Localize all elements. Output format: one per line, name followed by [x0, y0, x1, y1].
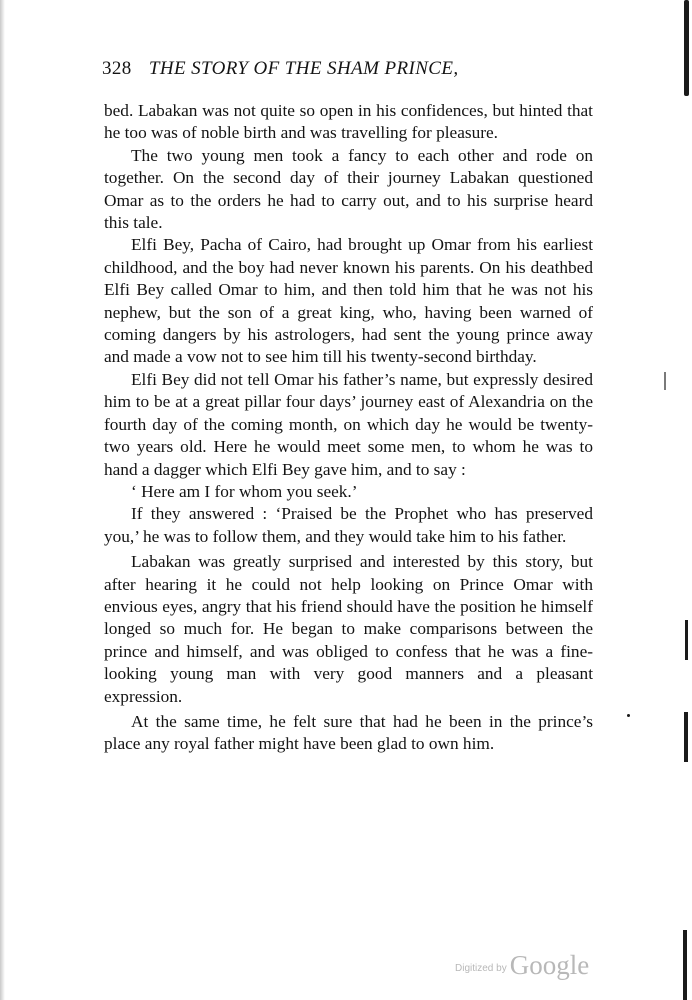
body-text — [104, 100, 593, 756]
stray-dot — [627, 714, 630, 717]
running-title: THE STORY OF THE SHAM PRINCE, — [148, 58, 459, 79]
quoted-line: ‘ Here am I for whom you seek.’ — [131, 481, 358, 501]
binding-mark-lower — [684, 712, 688, 762]
paragraph: The two young men took a fancy to each other and rode on together. On the second day of their journey Labakan questioned Omar as to the orders he had to carry out, and to his surprise heard this tale. — [104, 145, 593, 233]
paragraph: Elfi Bey did not tell Omar his father’s name, but expressly desired him to be at a great pillar four days’ journey east of Alexandria on the fourth day of the coming month, on which day he would be twenty-two years old. Here he would meet some men, to whom he was to hand a dagger which Elfi Bey gave him, and to say : — [104, 369, 593, 479]
binding-mark-mid — [685, 620, 688, 660]
page-edge-shadow — [0, 0, 5, 1000]
binding-mark-bottom — [683, 930, 687, 1000]
binding-mark-top — [684, 0, 689, 96]
paragraph: At the same time, he felt sure that had he been in the prince’s place any royal father might have been glad to own him. — [104, 711, 593, 754]
digitized-watermark — [455, 950, 589, 981]
paragraph: Elfi Bey, Pacha of Cairo, had brought up Omar from his earliest childhood, and the boy had never known his parents. On his deathbed Elfi Bey called Omar to him, and then told him that he was not his nephew, but the son of a great king, who, having been warned of coming dangers by his astrologers, had sent the young prince away and made a vow not to see him till his twenty-second birthday. — [104, 235, 593, 367]
paragraph: Labakan was greatly surprised and interested by this story, but after hearing it he could not help looking on Prince Omar with envious eyes, angry that his friend should have the position he himself longed so much for. He began to make comparisons between the prince and himself, and was obliged to confess that he was a fine-looking young man with very good manners and a pleasant expression. — [104, 552, 593, 706]
page-number: 328 — [102, 58, 132, 79]
paragraph: If they answered : ‘Praised be the Prophet who has preserved you,’ he was to follow them, and they would take him to his father. — [104, 504, 593, 546]
stray-dot — [664, 372, 666, 390]
running-head — [102, 58, 622, 80]
paragraph: bed. Labakan was not quite so open in his confidences, but hinted that he too was of noble birth and was travelling for pleasure. — [104, 101, 593, 143]
google-logo: Google — [509, 950, 590, 980]
watermark-prefix: Digitized by — [455, 963, 507, 974]
